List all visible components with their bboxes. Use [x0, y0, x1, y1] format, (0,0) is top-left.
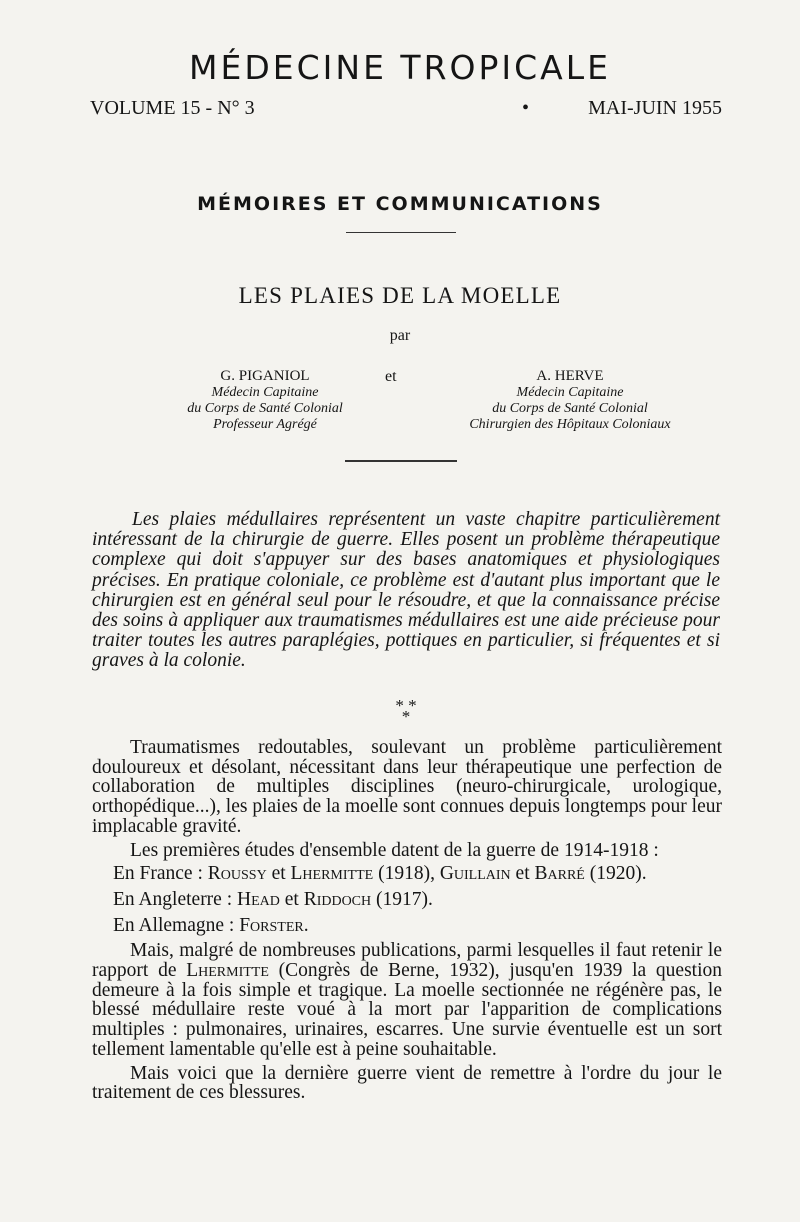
author-ref: Roussy — [207, 863, 267, 885]
year: (1917). — [371, 888, 433, 910]
author-role: du Corps de Santé Colonial — [492, 401, 648, 416]
body-paragraph: Mais voici que la dernière guerre vient de remettre à l'ordre du jour le traitement de ces blessures. — [92, 1062, 722, 1104]
author-role: Médecin Capitaine — [211, 385, 319, 400]
punctuation: . — [303, 914, 309, 936]
divider — [346, 232, 456, 233]
conjunction: et — [510, 863, 535, 885]
by-label: par — [389, 327, 411, 344]
author-ref: Head — [237, 888, 280, 910]
author-role: Professeur Agrégé — [213, 417, 317, 432]
country-label: En Allemagne : — [113, 914, 240, 936]
author-name: G. PIGANIOL — [220, 368, 310, 384]
author-name: A. HERVE — [536, 368, 604, 384]
body-paragraph: Traumatismes redoutables, soulevant un problème particulièrement douloureux et désolant, nécessitant dans leur thérapeutique une perfection de collaboration de multiples disciplines (neuro-chirurgicale, urologique, orthopédique...), les plaies de la moelle sont connues depuis longtemps pour leur implacable gravité. — [92, 737, 722, 837]
year: (1918), — [373, 863, 440, 885]
author-block — [150, 368, 380, 433]
reference-line-germany — [92, 916, 722, 936]
reference-line-france — [92, 864, 722, 884]
author-role: Chirurgien des Hôpitaux Coloniaux — [469, 417, 671, 432]
author-block — [430, 368, 710, 433]
author-ref: Riddoch — [303, 888, 372, 910]
country-label: En France : — [113, 863, 208, 885]
article-title: LES PLAIES DE LA MOELLE — [238, 283, 562, 308]
text-span: Mais, malgré de nombreuses publications, parmi lesquelles il faut retenir le rapport de — [92, 940, 722, 982]
section-title: MÉMOIRES ET COMMUNICATIONS — [197, 193, 603, 215]
abstract-text: Les plaies médullaires représentent un vaste chapitre particulièrement intéressant de la chirurgie de guerre. Elles posent un problème thérapeutique complexe qui doit s'appuyer sur des bases anatomiques et physiologiques précises. En pratique coloniale, ce problème est d'autant plus important que le chirurgien est en général seul pour le résoudre, et que la connaissance précise des soins à appliquer aux traumatismes médullaires est une aide précieuse pour traiter toutes les autres paraplégies, pottiques en particulier, si fréquentes et si graves à la colonie. — [92, 509, 720, 672]
volume-number: VOLUME 15 - N° 3 — [90, 97, 255, 119]
separator-dot: • — [522, 97, 530, 119]
country-label: En Angleterre : — [113, 888, 237, 910]
journal-title: MÉDECINE TROPICALE — [189, 48, 611, 87]
conjunction: et — [279, 888, 304, 910]
body-paragraph — [92, 941, 722, 1059]
author-ref: Lhermitte — [186, 960, 269, 982]
year: (1920). — [584, 863, 647, 885]
conjunction: et — [266, 863, 291, 885]
issue-date: MAI-JUIN 1955 — [588, 97, 722, 119]
article-body — [92, 738, 722, 1107]
author-ref: Forster — [239, 914, 304, 936]
author-ref: Lhermitte — [290, 863, 374, 885]
asterism: * * * — [395, 696, 417, 726]
body-paragraph: Les premières études d'ensemble datent de la guerre de 1914-1918 : — [130, 839, 659, 861]
author-conjunction: et — [385, 368, 397, 385]
reference-line-england — [92, 890, 722, 910]
author-ref: Guillain — [439, 863, 511, 885]
divider — [345, 460, 457, 462]
author-ref: Barré — [534, 863, 585, 885]
abstract — [92, 510, 720, 672]
text-span: (Congrès de Berne, 1932), jusqu'en 1939 la question demeure à la fois simple et tragique. La moelle sectionnée ne régénère pas, le blessé médullaire reste voué à la mort par l'apparition de complications multiples : pulmonaires, urinaires, escarres. Une survie éventuelle est un sort tellement lamentable qu'elle est à peine souhaitable. — [92, 960, 722, 1060]
author-role: du Corps de Santé Colonial — [187, 401, 343, 416]
author-role: Médecin Capitaine — [516, 385, 624, 400]
